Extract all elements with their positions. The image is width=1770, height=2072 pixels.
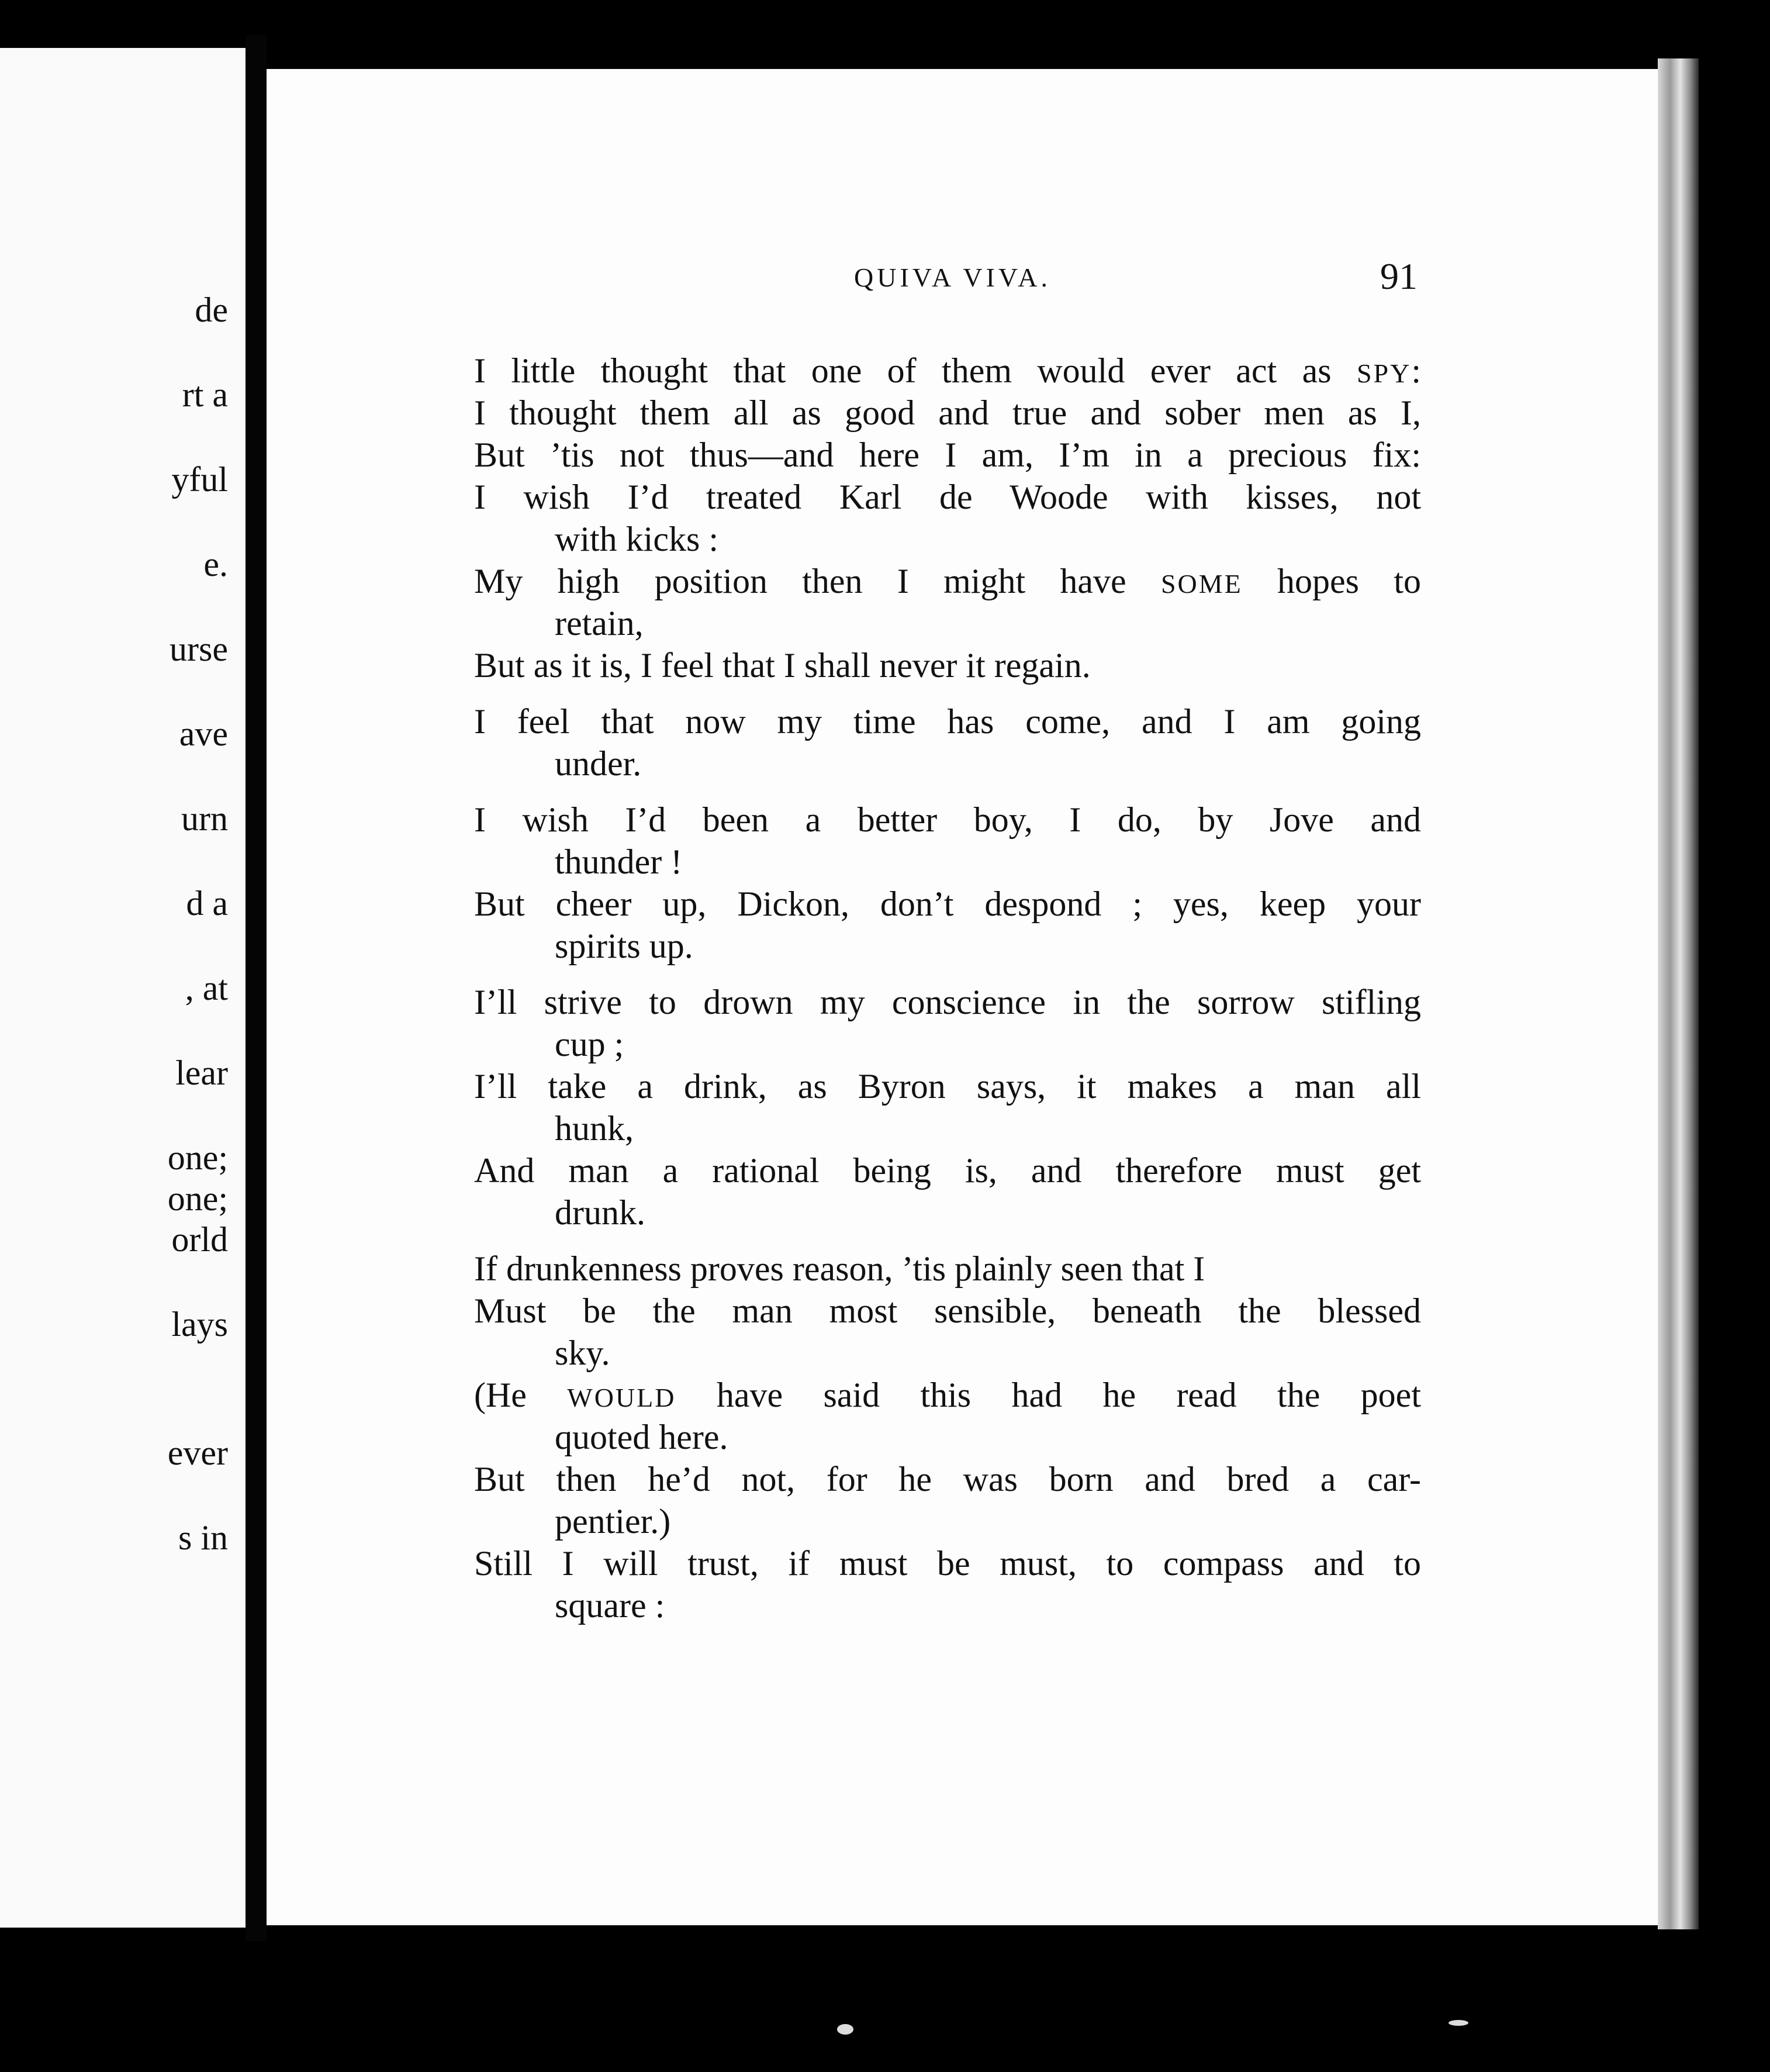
poem-line-continuation bbox=[555, 1023, 1421, 1065]
poem-line-continuation bbox=[555, 1192, 1421, 1234]
line-text: square : bbox=[555, 1586, 665, 1625]
poem-line bbox=[474, 1374, 1421, 1419]
line-text: But ’tis not thus—and here I am, I’m in a precious fix: bbox=[474, 436, 1421, 474]
poem-line-continuation bbox=[555, 925, 1421, 967]
line-text: : bbox=[1411, 351, 1421, 390]
line-text: If drunkenness proves reason, ’tis plainly seen that I bbox=[474, 1249, 1205, 1288]
poem-line bbox=[474, 1458, 1421, 1500]
facing-page-text-fragment: , at bbox=[185, 969, 228, 1007]
page-edges bbox=[1658, 58, 1699, 1929]
poem-line-continuation bbox=[555, 1584, 1421, 1626]
facing-page-text-fragment: de bbox=[195, 291, 228, 329]
line-text: (He bbox=[474, 1376, 568, 1414]
facing-page-text-fragment: one; bbox=[167, 1179, 228, 1218]
small-caps-word: SPY bbox=[1356, 358, 1412, 388]
line-text: Still I will trust, if must be must, to compass and to bbox=[474, 1544, 1421, 1583]
small-caps-word: WOULD bbox=[567, 1383, 676, 1413]
poem-line bbox=[474, 883, 1421, 925]
facing-page-text-fragment: e. bbox=[203, 545, 228, 583]
line-text: I wish I’d been a better boy, I do, by Jove and bbox=[474, 800, 1421, 839]
line-text: cup ; bbox=[555, 1025, 624, 1063]
facing-page-text-fragment: ever bbox=[167, 1434, 228, 1472]
line-text: sky. bbox=[555, 1334, 610, 1372]
small-caps-word: SOME bbox=[1160, 569, 1243, 599]
scan-speck bbox=[1449, 2020, 1468, 2026]
facing-page-text-fragment: one; bbox=[167, 1138, 228, 1177]
line-text: I’ll strive to drown my conscience in the sorrow stifling bbox=[474, 983, 1421, 1021]
poem-line bbox=[474, 392, 1421, 434]
line-text: I wish I’d treated Karl de Woode with kisses, not bbox=[474, 478, 1421, 516]
poem-line bbox=[474, 1290, 1421, 1332]
poem-line bbox=[474, 981, 1421, 1023]
line-text: I little thought that one of them would ever act as bbox=[474, 351, 1357, 390]
line-text: And man a rational being is, and therefore must get bbox=[474, 1151, 1421, 1190]
facing-page-text-fragment: lear bbox=[175, 1054, 228, 1092]
line-text: hopes to bbox=[1242, 562, 1421, 600]
line-text: My high position then I might have bbox=[474, 562, 1161, 600]
line-text: hunk, bbox=[555, 1109, 634, 1148]
line-text: quoted here. bbox=[555, 1418, 728, 1456]
facing-page-text-fragment: ave bbox=[179, 714, 228, 753]
line-text: drunk. bbox=[555, 1193, 645, 1232]
poem-line-continuation bbox=[555, 1500, 1421, 1542]
line-text: thunder ! bbox=[555, 842, 683, 881]
poem-line-continuation bbox=[555, 1332, 1421, 1374]
line-text: Must be the man most sensible, beneath the blessed bbox=[474, 1291, 1421, 1330]
facing-page-text-fragment: s in bbox=[178, 1518, 228, 1557]
line-text: But cheer up, Dickon, don’t despond ; yes, keep your bbox=[474, 885, 1421, 923]
poem-line-continuation bbox=[555, 743, 1421, 785]
facing-page-text-fragment: d a bbox=[186, 884, 228, 923]
line-text: retain, bbox=[555, 604, 644, 643]
facing-page-text-fragment: urse bbox=[170, 630, 228, 668]
poem-line-continuation bbox=[555, 1416, 1421, 1458]
poem-line bbox=[474, 1248, 1421, 1290]
facing-page-fragment bbox=[0, 48, 246, 1928]
book-page bbox=[267, 69, 1658, 1925]
running-head bbox=[267, 255, 1658, 309]
running-head-title: QUIVA VIVA. bbox=[854, 263, 1051, 292]
scan-speck bbox=[837, 2024, 853, 2035]
poem-line bbox=[474, 700, 1421, 743]
facing-page-text-fragment: rt a bbox=[182, 375, 228, 414]
poem-line bbox=[474, 799, 1421, 841]
poem-line-continuation bbox=[555, 1107, 1421, 1149]
book-gutter bbox=[246, 35, 267, 1941]
facing-page-text-fragment: orld bbox=[171, 1220, 228, 1259]
poem-line bbox=[474, 350, 1421, 395]
line-text: spirits up. bbox=[555, 927, 693, 965]
line-text: I feel that now my time has come, and I am going bbox=[474, 702, 1421, 741]
line-text: have said this had he read the poet bbox=[676, 1376, 1421, 1414]
poem-line bbox=[474, 434, 1421, 476]
poem-line bbox=[474, 476, 1421, 518]
poem-line-continuation bbox=[555, 841, 1421, 883]
page-number: 91 bbox=[1380, 255, 1418, 297]
facing-page-text-fragment: urn bbox=[181, 799, 228, 838]
line-text: under. bbox=[555, 744, 642, 783]
poem-line bbox=[474, 1149, 1421, 1192]
line-text: I’ll take a drink, as Byron says, it makes a man all bbox=[474, 1067, 1421, 1106]
poem-line-continuation bbox=[555, 518, 1421, 560]
poem-line bbox=[474, 560, 1421, 605]
line-text: But as it is, I feel that I shall never it regain. bbox=[474, 646, 1091, 685]
poem-line bbox=[474, 1065, 1421, 1107]
line-text: I thought them all as good and true and sober men as I, bbox=[474, 393, 1421, 432]
poem-line-continuation bbox=[555, 602, 1421, 644]
line-text: But then he’d not, for he was born and bred a car- bbox=[474, 1460, 1421, 1498]
line-text: pentier.) bbox=[555, 1502, 671, 1541]
facing-page-text-fragment: yful bbox=[171, 460, 228, 499]
facing-page-text-fragment: lays bbox=[171, 1305, 228, 1344]
poem-line bbox=[474, 1542, 1421, 1584]
poem-line bbox=[474, 644, 1421, 686]
line-text: with kicks : bbox=[555, 520, 718, 558]
